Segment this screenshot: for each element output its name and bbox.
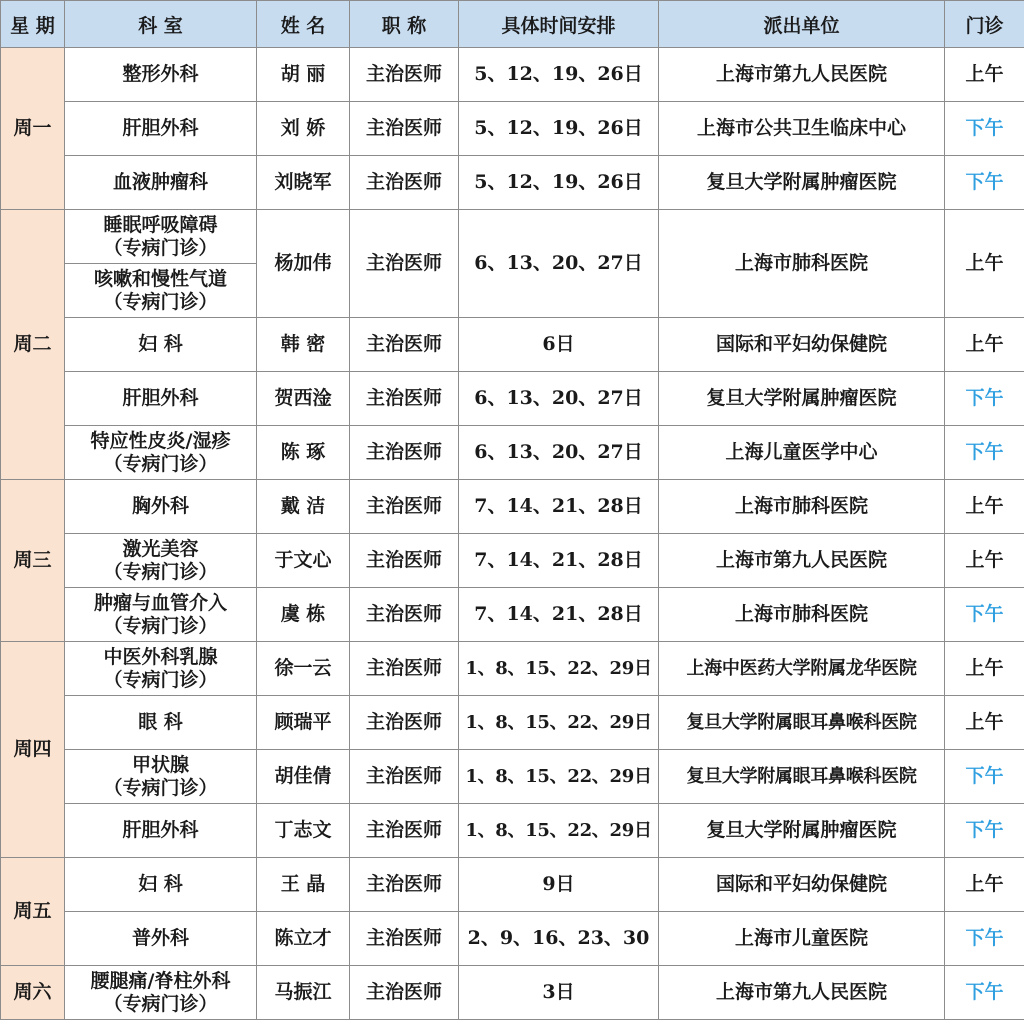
schedule-cell: 1、8、15、22、29日	[459, 750, 659, 804]
hospital-cell: 复旦大学附属眼耳鼻喉科医院	[659, 696, 945, 750]
schedule-cell: 5、12、19、26日	[459, 156, 659, 210]
session-cell: 上午	[945, 318, 1024, 372]
doctor-name-cell: 胡佳倩	[257, 750, 350, 804]
schedule-cell: 6日	[459, 318, 659, 372]
doctor-name-cell: 丁志文	[257, 804, 350, 858]
table-row	[1, 102, 1024, 156]
weekday-cell: 周三	[1, 480, 65, 642]
doctor-name-cell: 胡 丽	[257, 48, 350, 102]
table-row	[1, 48, 1024, 102]
department-cell: 肝胆外科	[65, 102, 257, 156]
doctor-name-cell: 顾瑞平	[257, 696, 350, 750]
department-cell: 普外科	[65, 912, 257, 966]
doctor-name-cell: 于文心	[257, 534, 350, 588]
weekday-cell: 周四	[1, 642, 65, 858]
schedule-cell: 7、14、21、28日	[459, 534, 659, 588]
title-cell: 主治医师	[350, 426, 459, 480]
department-cell: 眼 科	[65, 696, 257, 750]
department-cell: 胸外科	[65, 480, 257, 534]
department-cell: 肝胆外科	[65, 804, 257, 858]
hospital-cell: 上海市肺科医院	[659, 588, 945, 642]
schedule-cell: 5、12、19、26日	[459, 102, 659, 156]
session-cell: 上午	[945, 858, 1024, 912]
title-cell: 主治医师	[350, 534, 459, 588]
title-cell: 主治医师	[350, 48, 459, 102]
session-cell: 下午	[945, 372, 1024, 426]
schedule-cell: 1、8、15、22、29日	[459, 696, 659, 750]
title-cell: 主治医师	[350, 966, 459, 1020]
hospital-cell: 上海市第九人民医院	[659, 48, 945, 102]
department-cell: 肝胆外科	[65, 372, 257, 426]
schedule-cell: 1、8、15、22、29日	[459, 642, 659, 696]
table-row	[1, 372, 1024, 426]
hospital-cell: 上海市儿童医院	[659, 912, 945, 966]
weekday-cell: 周二	[1, 210, 65, 480]
department-cell: 咳嗽和慢性气道 （专病门诊）	[65, 264, 257, 318]
table-row	[1, 534, 1024, 588]
department-cell: 睡眠呼吸障碍 （专病门诊）	[65, 210, 257, 264]
table-row	[1, 156, 1024, 210]
department-cell: 整形外科	[65, 48, 257, 102]
title-cell: 主治医师	[350, 480, 459, 534]
doctor-name-cell: 刘 娇	[257, 102, 350, 156]
header-title: 职 称	[350, 1, 459, 48]
table-row	[1, 588, 1024, 642]
schedule-cell: 1、8、15、22、29日	[459, 804, 659, 858]
weekday-cell: 周一	[1, 48, 65, 210]
hospital-cell: 上海市肺科医院	[659, 480, 945, 534]
header-hospital: 派出单位	[659, 1, 945, 48]
session-cell: 上午	[945, 642, 1024, 696]
department-cell: 血液肿瘤科	[65, 156, 257, 210]
session-cell: 下午	[945, 750, 1024, 804]
header-doctor-name: 姓 名	[257, 1, 350, 48]
title-cell: 主治医师	[350, 156, 459, 210]
hospital-cell: 上海市肺科医院	[659, 210, 945, 318]
schedule-cell: 7、14、21、28日	[459, 588, 659, 642]
doctor-name-cell: 杨加伟	[257, 210, 350, 318]
header-session: 门诊	[945, 1, 1024, 48]
table-row	[1, 858, 1024, 912]
table-row	[1, 210, 1024, 264]
title-cell: 主治医师	[350, 804, 459, 858]
hospital-cell: 上海市第九人民医院	[659, 966, 945, 1020]
session-cell: 上午	[945, 210, 1024, 318]
department-cell: 妇 科	[65, 318, 257, 372]
doctor-name-cell: 马振江	[257, 966, 350, 1020]
table-row	[1, 696, 1024, 750]
title-cell: 主治医师	[350, 642, 459, 696]
hospital-cell: 复旦大学附属肿瘤医院	[659, 804, 945, 858]
session-cell: 上午	[945, 480, 1024, 534]
session-cell: 上午	[945, 534, 1024, 588]
schedule-cell: 6、13、20、27日	[459, 372, 659, 426]
title-cell: 主治医师	[350, 102, 459, 156]
doctor-name-cell: 徐一云	[257, 642, 350, 696]
weekday-cell: 周五	[1, 858, 65, 966]
hospital-cell: 国际和平妇幼保健院	[659, 858, 945, 912]
department-cell: 特应性皮炎/湿疹 （专病门诊）	[65, 426, 257, 480]
doctor-name-cell: 陈立才	[257, 912, 350, 966]
title-cell: 主治医师	[350, 210, 459, 318]
title-cell: 主治医师	[350, 696, 459, 750]
doctor-name-cell: 韩 密	[257, 318, 350, 372]
table-row	[1, 642, 1024, 696]
doctor-name-cell: 刘晓军	[257, 156, 350, 210]
session-cell: 下午	[945, 426, 1024, 480]
hospital-cell: 复旦大学附属眼耳鼻喉科医院	[659, 750, 945, 804]
hospital-cell: 上海市公共卫生临床中心	[659, 102, 945, 156]
schedule-cell: 6、13、20、27日	[459, 210, 659, 318]
hospital-cell: 上海儿童医学中心	[659, 426, 945, 480]
session-cell: 上午	[945, 696, 1024, 750]
header-row	[1, 1, 1024, 48]
schedule-cell: 3日	[459, 966, 659, 1020]
department-cell: 妇 科	[65, 858, 257, 912]
hospital-cell: 复旦大学附属肿瘤医院	[659, 156, 945, 210]
title-cell: 主治医师	[350, 318, 459, 372]
schedule-cell: 5、12、19、26日	[459, 48, 659, 102]
table-row	[1, 804, 1024, 858]
doctor-name-cell: 王 晶	[257, 858, 350, 912]
session-cell: 下午	[945, 102, 1024, 156]
header-schedule: 具体时间安排	[459, 1, 659, 48]
hospital-cell: 复旦大学附属肿瘤医院	[659, 372, 945, 426]
session-cell: 上午	[945, 48, 1024, 102]
table-row	[1, 750, 1024, 804]
doctor-name-cell: 虞 栋	[257, 588, 350, 642]
weekday-cell: 周六	[1, 966, 65, 1020]
schedule-cell: 6、13、20、27日	[459, 426, 659, 480]
title-cell: 主治医师	[350, 372, 459, 426]
table-row	[1, 966, 1024, 1020]
department-cell: 激光美容 （专病门诊）	[65, 534, 257, 588]
doctor-name-cell: 戴 洁	[257, 480, 350, 534]
title-cell: 主治医师	[350, 588, 459, 642]
hospital-cell: 上海中医药大学附属龙华医院	[659, 642, 945, 696]
schedule-cell: 7、14、21、28日	[459, 480, 659, 534]
session-cell: 下午	[945, 804, 1024, 858]
table-row	[1, 912, 1024, 966]
table-row	[1, 426, 1024, 480]
department-cell: 中医外科乳腺 （专病门诊）	[65, 642, 257, 696]
doctor-name-cell: 贺西淦	[257, 372, 350, 426]
title-cell: 主治医师	[350, 750, 459, 804]
header-department: 科 室	[65, 1, 257, 48]
department-cell: 肿瘤与血管介入 （专病门诊）	[65, 588, 257, 642]
doctor-name-cell: 陈 琢	[257, 426, 350, 480]
schedule-cell: 2、9、16、23、30	[459, 912, 659, 966]
header-weekday: 星 期	[1, 1, 65, 48]
schedule-cell: 9日	[459, 858, 659, 912]
title-cell: 主治医师	[350, 858, 459, 912]
hospital-cell: 国际和平妇幼保健院	[659, 318, 945, 372]
hospital-cell: 上海市第九人民医院	[659, 534, 945, 588]
table-row	[1, 318, 1024, 372]
table-row	[1, 480, 1024, 534]
department-cell: 甲状腺 （专病门诊）	[65, 750, 257, 804]
title-cell: 主治医师	[350, 912, 459, 966]
session-cell: 下午	[945, 966, 1024, 1020]
session-cell: 下午	[945, 156, 1024, 210]
session-cell: 下午	[945, 912, 1024, 966]
session-cell: 下午	[945, 588, 1024, 642]
department-cell: 腰腿痛/脊柱外科 （专病门诊）	[65, 966, 257, 1020]
